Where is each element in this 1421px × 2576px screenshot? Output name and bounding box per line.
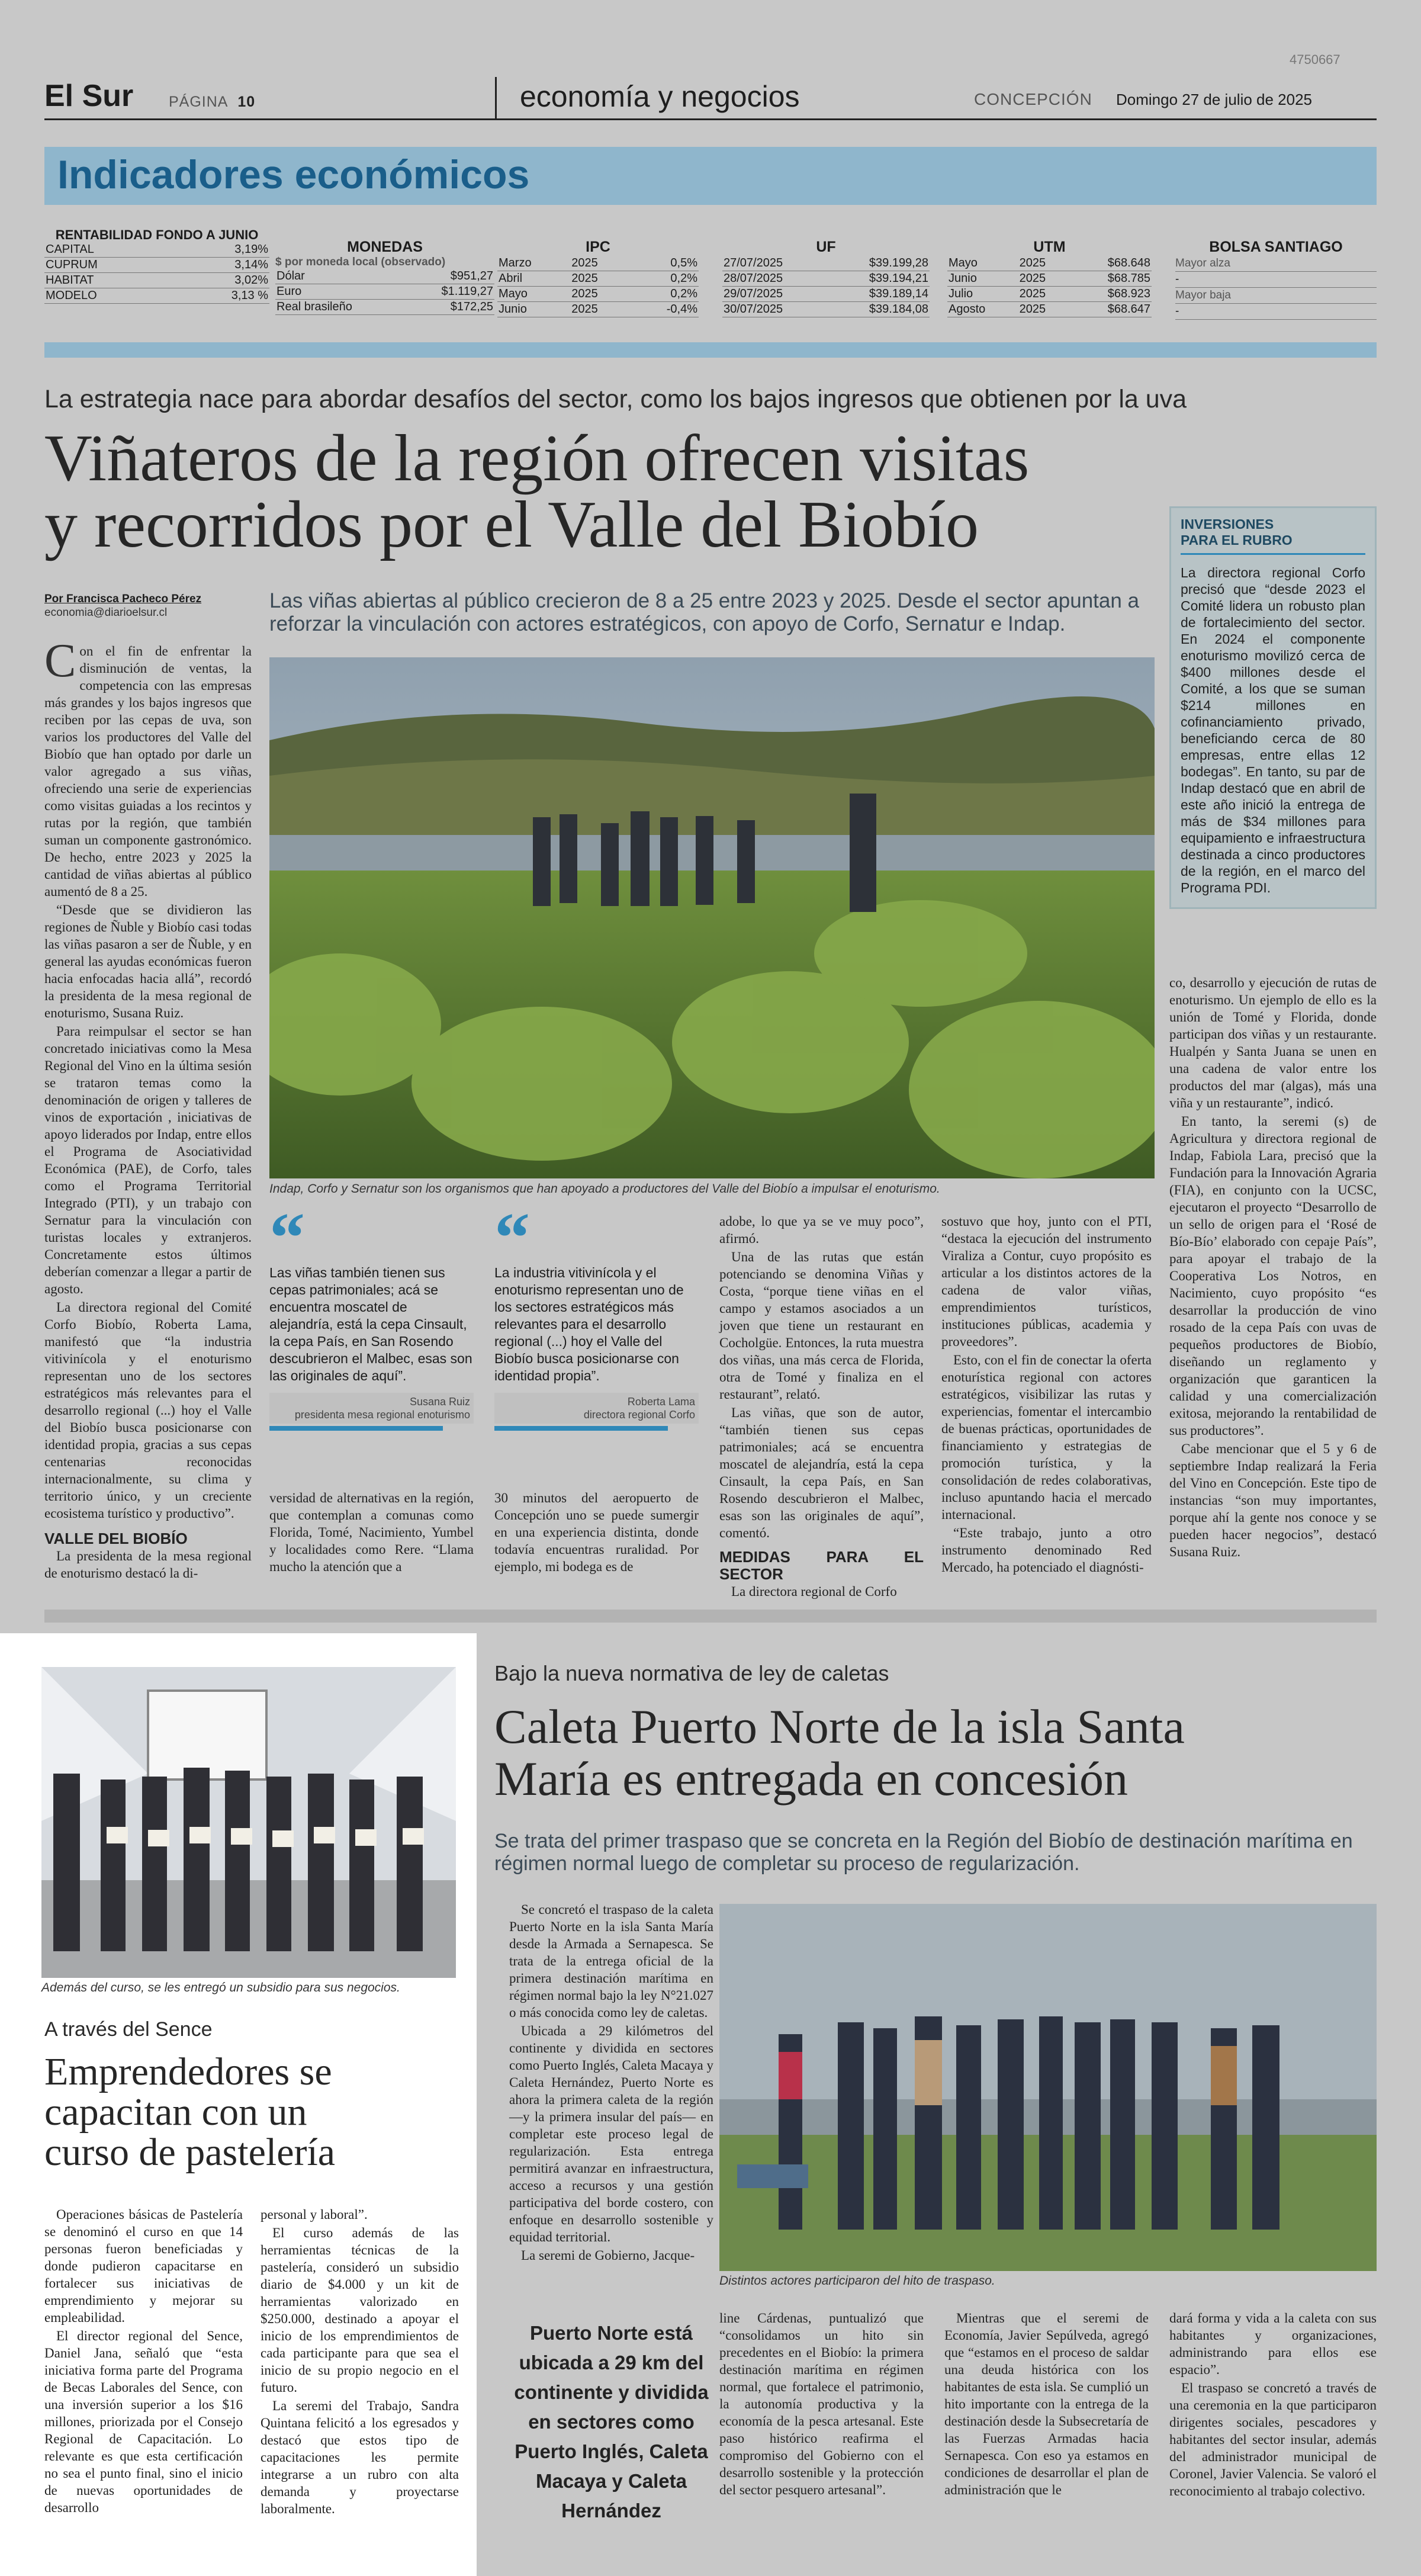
table-row: Mayor alza [1175, 256, 1377, 272]
section-separator [44, 1610, 1377, 1623]
paragraph: Las viñas, que son de autor, “también tienen sus cepas patrimoniales; acá se encuentra moscatel de alejandría, está la cepa Cinsault, la cepa País, en San Rosendo descubrieron el Malbec, esas son las originales de aquí”, comentó. [719, 1405, 924, 1540]
main-col4 [719, 1213, 924, 1601]
indicators-panel [44, 228, 1377, 332]
utm-header: UTM [1033, 239, 1066, 255]
paragraph: adobe, lo que ya se ve muy poco”, afirmó. [719, 1214, 924, 1246]
byline-name: Por Francisca Pacheco Pérez [44, 593, 202, 605]
table-row: Mayo 2025 0,2% [497, 287, 699, 302]
subhead: VALLE DEL BIOBÍO [44, 1530, 188, 1547]
page-number: 10 [237, 94, 256, 110]
bolsa-block [1175, 239, 1377, 320]
table-row: 27/07/2025 $39.199,28 [722, 256, 930, 271]
fondo-header: RENTABILIDAD FONDO A JUNIO [55, 227, 259, 242]
table-row: 29/07/2025 $39.189,14 [722, 287, 930, 302]
table-row: Real brasileño $172,25 [275, 300, 494, 315]
sence-photo-caption: Además del curso, se les entregó un subsidio para sus negocios. [41, 1981, 400, 1994]
paragraph: El traspaso se concretó a través de una ceremonia en la que participaron dirigentes sociales, pescadores y habitantes del sector insular, además del administrador municipal de Coronel, Javier Valencia. Se valoró el reconocimiento al trabajo colectivo. [1169, 2381, 1377, 2498]
quote-author: Roberta Lama directora regional Corfo [494, 1393, 699, 1424]
paragraph: El curso además de las herramientas técnicas de la pastelería, consideró un subsidio diario de $4.000 y un kit de herramientas valorizado en $250.000, destinado a apoyar el inicio de los emprendimientos de cada participante para que sea el inicio de su propio negocio en el futuro. [261, 2225, 459, 2395]
quote-accent-bar [494, 1426, 668, 1431]
table-row: Junio 2025 $68.785 [947, 271, 1152, 287]
paragraph: Mientras que el seremi de Economía, Javier Sepúlveda, agregó que “estamos en el proceso de saldar una deuda histórica con los habitantes de esta isla. Se cumplió un hito importante con la entrega de la destinación desde la Subsecretaría de las Fuerzas Armadas hacia Sernapesca. Con eso ya estamos en condiciones de desarrollar el plan de administración que le [944, 2311, 1149, 2497]
bolsa-header: BOLSA SANTIAGO [1209, 239, 1343, 255]
quote-text: Las viñas también tienen sus cepas patrimoniales; acá se encuentra moscatel de alejandría, está la cepa Cinsault, la cepa País, en San Rosendo descubrieron el Malbec, esas son las originales de aquí”. [269, 1265, 472, 1383]
drop-cap: C [44, 635, 76, 687]
sence-col1 [44, 2206, 243, 2517]
caleta-headline: Caleta Puerto Norte de la isla Santa María es entregada en concesión [494, 1700, 1185, 1806]
subhead: MEDIDAS PARA EL SECTOR [719, 1548, 924, 1583]
paragraph: La seremi de Gobierno, Jacque- [521, 2248, 695, 2263]
monedas-block [275, 239, 494, 315]
investments-sidebox [1169, 506, 1377, 909]
quote-icon: “ [269, 1198, 305, 1277]
main-headline: Viñateros de la región ofrecen visitas y recorridos por el Valle del Biobío [44, 422, 1030, 561]
paragraph: Ubicada a 29 kilómetros del continente y dividida en sectores como Puerto Inglés, Caleta Macaya y Caleta Hernández, Puerto Norte es ahora la primera caleta de la región —y la primera insular del país— en completar este proceso legal de regularización. Esta entrega permitirá avanzar en infraestructura, acceso a recursos y una gestión participativa del borde costero, con enfoque en desarrollo sostenible y equidad territorial. [509, 2023, 713, 2244]
main-col2-bottom [269, 1489, 474, 1576]
table-row: Mayo 2025 $68.648 [947, 256, 1152, 271]
main-col6 [1169, 974, 1377, 1562]
utm-table [947, 256, 1152, 317]
sence-kicker: A través del Sence [44, 2018, 213, 2041]
uf-header: UF [816, 239, 836, 255]
ipc-table [497, 256, 699, 317]
sence-headline: Emprendedores se capacitan con un curso de pastelería [44, 2050, 336, 2174]
paragraph: Cabe mencionar que el 5 y 6 de septiembre Indap realizará la Feria del Vino en Concepción. Este tipo de instancias “son muy importantes, porque ahí la gente nos conoce y se pueden hacer negocios”, destacó Susana Ruiz. [1169, 1441, 1377, 1559]
paragraph: sostuvo que hoy, junto con el PTI, “destaca la ejecución del instrumento Viraliza a Contur, cuyo propósito es articular a los distintos actores de la cadena de valor viñas, emprendimientos turísticos, instituciones públicas, academia y proveedores”. [941, 1214, 1152, 1349]
uf-block [722, 239, 930, 317]
table-row: HABITAT 3,02% [44, 273, 269, 288]
paragraph: 30 minutos del aeropuerto de Concepción uno se puede sumergir en una experiencia distinta, donde todavía encuentras ruralidad. Por ejemplo, mi bodega es de [494, 1491, 699, 1574]
ipc-header: IPC [586, 239, 610, 255]
ipc-block [497, 239, 699, 317]
quote-box-lama [494, 1198, 699, 1431]
paragraph: Se concretó el traspaso de la caleta Puerto Norte en la isla Santa María desde la Armada a Sernapesca. Se trata de la entrega oficial de la primera destinación marítima en régimen normal bajo la ley N°21.027 o más conocida como ley de caletas. [509, 1902, 713, 2020]
caleta-col3 [944, 2310, 1149, 2500]
main-kicker: La estrategia nace para abordar desafíos del sector, como los bajos ingresos que obtienen por la uva [44, 385, 1187, 413]
main-photo-caption: Indap, Corfo y Sernatur son los organismos que han apoyado a productores del Valle del Biobío a impulsar el enoturismo. [269, 1182, 940, 1196]
table-row: Agosto 2025 $68.647 [947, 302, 1152, 317]
paragraph: personal y laboral”. [261, 2207, 368, 2222]
paragraph: La directora regional del Comité Corfo Biobío, Roberta Lama, manifestó que “la industria vitivinícola y el enoturismo representan uno de los sectores estratégicos más relevantes para el desarrollo regional (...) hoy el Valle del Biobío busca posicionarse con identidad propia, gracias a sus cepas centenarias reconocidas internacionalmente, su clima y territorio único, y un creciente ecosistema turístico y productivo”. [44, 1300, 252, 1521]
sidebox-rule [1181, 553, 1365, 555]
publication-name: El Sur [44, 79, 134, 113]
paragraph: Esto, con el fin de conectar la oferta enoturística regional con actores estratégicos, visibilizar las rutas y experiencias, fomentar el intercambio de buenas prácticas, oportunidades de financiamiento y estrategias de promoción turística, y la consolidación de redes colaborativas, incluso apuntando hacia el mercado internacional. [941, 1353, 1152, 1522]
caleta-pullquote: Puerto Norte está ubicada a 29 km del continente y dividida en sectores como Puerto Inglés, Caleta Macaya y Caleta Hernández [514, 2322, 709, 2522]
quote-box-ruiz [269, 1198, 474, 1431]
caleta-col4 [1169, 2310, 1377, 2501]
main-lead: Las viñas abiertas al público crecieron de 8 a 25 entre 2023 y 2025. Desde el sector apuntan a reforzar la vinculación con actores estratégicos, con apoyo de Corfo, Sernatur e Indap. [269, 589, 1140, 635]
monedas-table [275, 269, 494, 315]
quote-icon: “ [494, 1198, 530, 1277]
main-col3-bottom [494, 1489, 699, 1576]
indicators-banner [44, 147, 1377, 205]
table-row: MODELO 3,13 % [44, 288, 269, 304]
paragraph: dará forma y vida a la caleta con sus habitantes y organizaciones, administrando para ellos ese espacio”. [1169, 2311, 1377, 2377]
caleta-col2 [719, 2310, 924, 2500]
caleta-lead: Se trata del primer traspaso que se concreta en la Región del Biobío de destinación marítima en régimen normal luego de completar su proceso de regularización. [494, 1830, 1353, 1875]
table-row: Marzo 2025 0,5% [497, 256, 699, 271]
table-row: Abril 2025 0,2% [497, 271, 699, 287]
caleta-kicker: Bajo la nueva normativa de ley de caletas [494, 1661, 889, 1685]
uf-table [722, 256, 930, 317]
caleta-col1 [509, 1901, 713, 2265]
paragraph: El director regional del Sence, Daniel Jana, señaló que “esta iniciativa forma parte del Programa de Becas Laborales del Sence, con una inversión superior a los $16 millones, priorizada por el Consejo Regional de Capacitación. Lo relevante es que esta certificación no sea el punto final, sino el inicio de nuevas oportunidades de desarrollo [44, 2328, 243, 2515]
table-row: 28/07/2025 $39.194,21 [722, 271, 930, 287]
table-row: Euro $1.119,27 [275, 284, 494, 300]
paragraph: line Cárdenas, puntualizó que “consolidamos un hito sin precedentes en el Biobío: la primera destinación marítima en régimen normal, que fortalece el patrimonio, la autonomía productiva y la economía de la pesca artesanal. Este paso histórico reafirma el compromiso del Gobierno con el desarrollo sostenible y la protección del sector pesquero artesanal”. [719, 2311, 924, 2497]
caleta-photo [719, 1904, 1377, 2271]
quote-text: La industria vitivinícola y el enoturismo representan uno de los sectores estratégicos más relevantes para el desarrollo regional (...) hoy el Valle del Biobío busca posicionarse con identidad propia”. [494, 1265, 684, 1383]
utm-block [947, 239, 1152, 317]
byline-contact: economia@diarioelsur.cl [44, 606, 168, 619]
sidebox-title: INVERSIONES PARA EL RUBRO [1181, 516, 1293, 548]
table-cell: - [1175, 304, 1377, 320]
fondo-block [44, 228, 269, 304]
table-row: CUPRUM 3,14% [44, 258, 269, 273]
page-label: PÁGINA 10 [169, 94, 256, 110]
paragraph: Operaciones básicas de Pastelería se denominó el curso en que 14 personas fueron beneficiadas y donde pudieron capacitarse en fortalecer sus iniciativas de emprendimiento y mejorar su empleabilidad. [44, 2207, 243, 2325]
paragraph: Una de las rutas que están potenciando se denomina Viñas y Costa, “porque tiene viñas en el campo y estamos asociados a un joven que tiene un restaurant en Cocholgüe. Entonces, la ruta muestra dos viñas, una más cerca de Florida, otra de Tomé y finaliza en el restaurant”, relató. [719, 1250, 924, 1402]
table-row: Dólar $951,27 [275, 269, 494, 284]
table-row: Mayor baja [1175, 288, 1377, 304]
paragraph: versidad de alternativas en la región, que contemplan a comunas como Florida, Tomé, Nacimiento, Yumbel y localidades como Rere. “Llama mucho la atención que a [269, 1491, 474, 1574]
paragraph: Para reimpulsar el sector se han concretado iniciativas como la Mesa Regional del Vino en la última sesión se trataron temas como la denominación de origen y talleres de vinos de exportación , iniciativas de apoyo liderados por Indap, entre ellos el Programa de Asociatividad Económica (PAE), de Corfo, tales como el Programa Territorial Integrado (PTI), y un trabajo con Sernatur para la vinculación con turistas locales y extranjeros. Concretamente estos últimos deberían comenzar a llegar a partir de agosto. [44, 1024, 252, 1296]
caleta-photo-caption: Distintos actores participaron del hito de traspaso. [719, 2274, 995, 2288]
paragraph: Con el fin de enfrentar la disminución de ventas, la competencia con las empresas más grandes y los bajos ingresos que reciben por las cepas de uva, son varios los productores del Valle del Biobío que han optado por darle un valor agregado a sus viñas, ofreciendo una serie de experiencias como visitas guiadas a los recintos y rutas por la región, que también suman un componente gastronómico. De hecho, entre 2023 y 2025 la cantidad de viñas abiertas al público aumentó de 8 a 25. [44, 635, 252, 899]
table-row: CAPITAL 3,19% [44, 242, 269, 258]
indicators-bottom-bar [44, 342, 1377, 358]
sence-photo [41, 1667, 456, 1978]
fondo-table [44, 242, 269, 304]
paragraph: La presidenta de la mesa regional de enoturismo destacó la di- [44, 1549, 252, 1581]
table-row: 30/07/2025 $39.184,08 [722, 302, 930, 317]
quote-author: Susana Ruiz presidenta mesa regional enoturismo [269, 1393, 474, 1424]
paragraph: “Este trabajo, junto a otro instrumento denominado Red Mercado, ha potenciado el diagnósti- [941, 1525, 1152, 1575]
paragraph: En tanto, la seremi (s) de Agricultura y directora regional de Indap, Fabiola Lara, precisó que la Fundación para la Innovación Agraria (FIA), en conjunto con la UCSC, ejecutaron el proyecto “Desarrollo de un sello de origen para el ‘Rosé de Bío-Bío’ elaborado con cepaje País”, para apoyar el trabajo de la Cooperativa Los Notros, en Nacimiento, cuyo propósito “es desarrollar la producción de vino rosado de la cepa País con uvas de pequeños productores de Biobío, diseñando un reglamento y organización que garanticen la calidad y una comercialización exitosa, mejorando la rentabilidad de sus productores”. [1169, 1114, 1377, 1438]
quote-accent-bar [269, 1426, 443, 1431]
paragraph: La directora regional de Corfo [731, 1584, 897, 1599]
vineyard-photo [269, 657, 1155, 1178]
page-code: 4750667 [1290, 52, 1340, 67]
masthead-rule [44, 118, 1377, 120]
monedas-sub: $ por moneda local (observado) [275, 256, 446, 268]
table-row: Junio 2025 -0,4% [497, 302, 699, 317]
date-label: Domingo 27 de julio de 2025 [1116, 91, 1313, 108]
sidebox-body: La directora regional Corfo precisó que “desde 2023 el Comité lidera un robusto plan de fortalecimiento del sector. En 2024 el componente enoturismo movilizó cerca de $400 millones desde el Comité, a los que se suman $214 millones en cofinanciamiento privado, beneficiando cerca de 80 empresas, entre ellas 12 bodegas”. En tanto, su par de Indap destacó que en abril de este año inició la entrega de más de $34 millones para equipamiento e infraestructura destinada a cinco productores de la región, en el marco del Programa PDI. [1181, 565, 1365, 895]
city-label: CONCEPCIÓN [974, 90, 1092, 108]
main-col1 [44, 635, 252, 1583]
paragraph: co, desarrollo y ejecución de rutas de enoturismo. Un ejemplo de ello es la unión de Tomé y Florida, donde participan dos viñas y un restaurante. Hualpén y Santa Juana se unen en una cadena de valor entre los productos del mar (algas), más una viña y un restaurante”, indicó. [1169, 975, 1377, 1110]
paragraph: “Desde que se dividieron las regiones de Ñuble y Biobío casi todas las viñas pasaron a ser de Ñuble, y en general las ayudas económicas fueron hacia enfocadas hacia allá”, recordó la presidenta de la mesa regional de enoturismo, Susana Ruiz. [44, 902, 252, 1020]
table-cell: - [1175, 272, 1377, 288]
masthead-divider [495, 77, 497, 118]
monedas-header: MONEDAS [347, 239, 423, 255]
main-col5 [941, 1213, 1152, 1577]
table-row: Julio 2025 $68.923 [947, 287, 1152, 302]
sence-col2 [261, 2206, 459, 2519]
paragraph: La seremi del Trabajo, Sandra Quintana felicitó a los egresados y destacó que estos tipo de capacitaciones les permite integrarse a un rubro con alta demanda y proyectarse laboralmente. [261, 2398, 459, 2516]
byline [44, 592, 240, 619]
indicators-title: Indicadores económicos [57, 152, 530, 197]
section-title: economía y negocios [520, 80, 800, 113]
